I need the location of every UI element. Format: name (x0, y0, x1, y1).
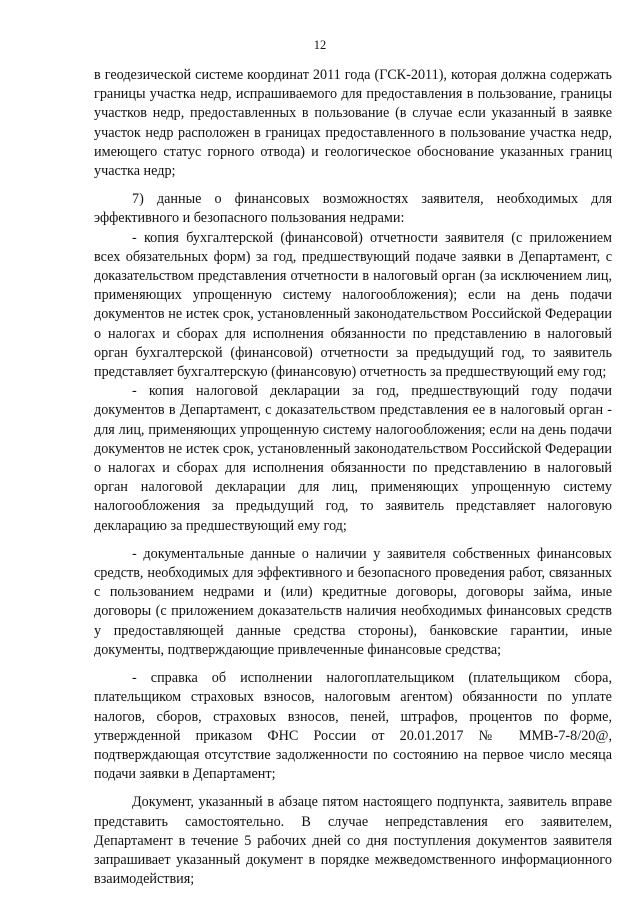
paragraph-interagency-request: Документ, указанный в абзаце пятом настоящего подпункта, заявитель вправе представить самостоятельно. В случае непредставления его заявителем, Департамент в течение 5 рабочих дней со дня поступления документов заявителя запрашивает указанный документ в порядке межведомственного информационного взаимодействия; (94, 794, 612, 888)
paragraph-coordinates: в геодезической системе координат 2011 года (ГСК-2011), которая должна содержать границы участка недр, испрашиваемого для предоставления в пользование, границы участков недр, предоставленных в пользование (в случае если указанный в заявке участок недр расположен в границах предоставленного в пользование участка недр, имеющего статус горного отвода) и геологическое обоснование указанных границ участка недр; (94, 67, 612, 180)
list-item-tax-certificate: - справка об исполнении налогоплательщиком (плательщиком сбора, плательщиком страховых взносов, налоговым агентом) обязанности по уплате налогов, сборов, страховых взносов, пеней, штрафов, процентов по форме, утвержденной приказом ФНС России от 20.01.2017 № ММВ-7-8/20@, подтверждающая отсутствие задолженности по состоянию на первое число месяца подачи заявки в Департамент; (94, 670, 612, 783)
list-item-accounting-report: - копия бухгалтерской (финансовой) отчетности заявителя (с приложением всех обязательных форм) за год, предшествующий подаче заявки в Департамент, с доказательством представления отчетности в налоговый орган (за исключением лиц, применяющих упрощенную систему налогообложения); если на день подачи документов не истек срок, установленный законодательством Российской Федерации о налогах и сборах для исполнения обязанности по представлению в налоговый орган бухгалтерской (финансовой) отчетности за предыдущий год, то заявитель представляет бухгалтерскую (финансовую) отчетность за предшествующий ему год; (94, 229, 612, 381)
document-body (94, 66, 612, 889)
list-item-financial-means: - документальные данные о наличии у заявителя собственных финансовых средств, необходимых для эффективного и безопасного проведения работ, связанных с пользованием недрами и (или) кредитные договоры, договоры займа, иные договоры (с приложением доказательств наличия необходимых финансовых средств у предоставляющей данные средства стороны), банковские гарантии, иные документы, подтверждающие привлеченные финансовые средства; (94, 545, 612, 658)
paragraph-financial-data: 7) данные о финансовых возможностях заявителя, необходимых для эффективного и безопасного пользования недрами: (94, 191, 612, 227)
list-item-tax-declaration: - копия налоговой декларации за год, предшествующий году подачи документов в Департамент, с доказательством представления ее в налоговый орган - для лиц, применяющих упрощенную систему налогообложения; если на день подачи документов не истек срок, установленный законодательством Российской Федерации о налогах и сборах для исполнения обязанности по представлению в налоговый орган налоговой декларации для лиц, применяющих упрощенную систему налогообложения за предыдущий год, то заявитель представляет налоговую декларацию за предшествующий ему год; (94, 383, 612, 534)
page-number: 12 (313, 38, 327, 52)
